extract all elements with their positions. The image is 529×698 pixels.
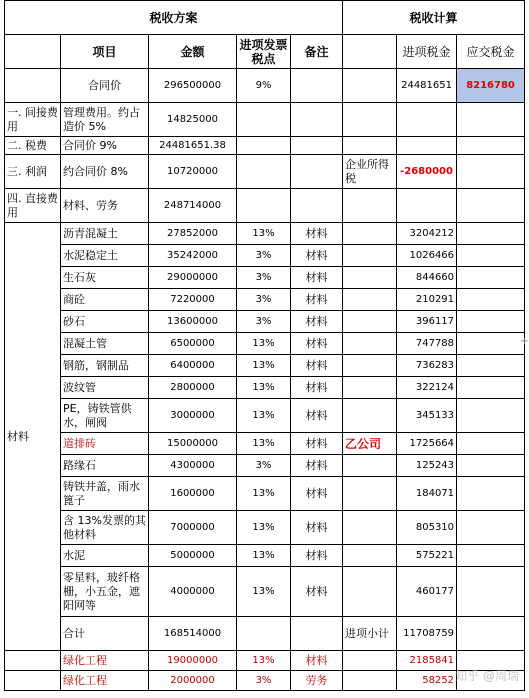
greening-amount: 19000000 (149, 651, 237, 671)
direct-category: 四. 直接费用 (5, 189, 61, 223)
material-amount: 2800000 (149, 377, 237, 399)
material-row (5, 477, 525, 511)
material-note: 材料 (291, 355, 343, 377)
greening-note: 材料 (291, 651, 343, 671)
direct-item: 材料、劳务 (61, 189, 149, 223)
material-input-tax: 1725664 (397, 433, 457, 455)
material-rate: 13% (237, 433, 291, 455)
material-note: 材料 (291, 567, 343, 617)
payable-tax-value: 8216780 (457, 69, 525, 103)
expand-handle[interactable]: + (520, 336, 529, 347)
tax-amount: 24481651.38 (149, 137, 237, 155)
material-rate: 13% (237, 545, 291, 567)
greening-row (5, 671, 525, 691)
material-note: 材料 (291, 511, 343, 545)
greening-rate: 13% (237, 651, 291, 671)
material-row (5, 289, 525, 311)
material-rate: 3% (237, 267, 291, 289)
material-note: 材料 (291, 545, 343, 567)
material-rate: 3% (237, 455, 291, 477)
tax-item: 合同价 9% (61, 137, 149, 155)
material-amount: 1600000 (149, 477, 237, 511)
subtotal-calc-label: 进项小计 (343, 617, 397, 651)
material-input-tax: 125243 (397, 455, 457, 477)
category-header-empty (5, 35, 61, 69)
material-amount: 5000000 (149, 545, 237, 567)
material-rate: 13% (237, 511, 291, 545)
material-rate: 3% (237, 289, 291, 311)
contract-rate: 9% (237, 69, 291, 103)
material-row (5, 399, 525, 433)
material-input-tax: 210291 (397, 289, 457, 311)
material-row (5, 545, 525, 567)
material-amount: 27852000 (149, 223, 237, 245)
material-input-tax: 805310 (397, 511, 457, 545)
material-note: 材料 (291, 399, 343, 433)
material-item: 含 13%发票的其他材料 (61, 511, 149, 545)
material-input-tax: 345133 (397, 399, 457, 433)
material-item: 零星料，玻纤格栅，小五金，遮阳网等 (61, 567, 149, 617)
material-amount: 29000000 (149, 267, 237, 289)
material-rate: 3% (237, 245, 291, 267)
column-header-row (5, 35, 525, 69)
greening-note: 劳务 (291, 671, 343, 691)
material-rate: 13% (237, 355, 291, 377)
payable-tax-header: 应交税金 (457, 35, 525, 69)
material-note: 材料 (291, 289, 343, 311)
greening-item: 绿化工程 (61, 651, 149, 671)
calc-label-header-empty (343, 35, 397, 69)
material-rate: 13% (237, 399, 291, 433)
material-item: 砂石 (61, 311, 149, 333)
material-row (5, 567, 525, 617)
material-item: 水泥 (61, 545, 149, 567)
material-amount: 13600000 (149, 311, 237, 333)
material-row (5, 223, 525, 245)
materials-category: 材料 (5, 223, 61, 651)
tax-category: 二. 税费 (5, 137, 61, 155)
material-rate: 13% (237, 377, 291, 399)
material-row (5, 311, 525, 333)
item-header: 项目 (61, 35, 149, 69)
material-input-tax: 322124 (397, 377, 457, 399)
material-item: 道排砖 (61, 433, 149, 455)
material-item: 路缘石 (61, 455, 149, 477)
material-amount: 3000000 (149, 399, 237, 433)
indirect-row (5, 103, 525, 137)
material-note: 材料 (291, 223, 343, 245)
rate-header: 进项发票税点 (237, 35, 291, 69)
material-rate: 13% (237, 333, 291, 355)
material-row (5, 433, 525, 455)
material-input-tax: 460177 (397, 567, 457, 617)
material-amount: 7220000 (149, 289, 237, 311)
material-input-tax: 396117 (397, 311, 457, 333)
material-input-tax: 184071 (397, 477, 457, 511)
material-rate: 13% (237, 223, 291, 245)
material-note: 材料 (291, 377, 343, 399)
subtotal-amount: 168514000 (149, 617, 237, 651)
subtotal-item: 合计 (61, 617, 149, 651)
material-input-tax: 736283 (397, 355, 457, 377)
material-amount: 35242000 (149, 245, 237, 267)
corporate-tax-value: -2680000 (397, 155, 457, 189)
profit-row (5, 155, 525, 189)
material-amount: 7000000 (149, 511, 237, 545)
material-input-tax: 575221 (397, 545, 457, 567)
title-row (5, 1, 525, 35)
material-rate: 13% (237, 477, 291, 511)
material-input-tax: 3204212 (397, 223, 457, 245)
material-row (5, 267, 525, 289)
material-note: 材料 (291, 245, 343, 267)
note-header: 备注 (291, 35, 343, 69)
subtotal-input-tax: 11708759 (397, 617, 457, 651)
input-tax-header: 进项税金 (397, 35, 457, 69)
direct-row (5, 189, 525, 223)
greening-input-tax: 58252 (397, 671, 457, 691)
contract-input-tax: 24481651 (397, 69, 457, 103)
material-amount: 15000000 (149, 433, 237, 455)
material-row (5, 333, 525, 355)
material-row (5, 377, 525, 399)
contract-item: 合同价 (61, 69, 149, 103)
material-item: 沥青混凝土 (61, 223, 149, 245)
material-item: 钢筋，钢制品 (61, 355, 149, 377)
watermark: 知乎 @周瑞 (455, 669, 519, 683)
material-amount: 6400000 (149, 355, 237, 377)
material-item: 生石灰 (61, 267, 149, 289)
material-input-tax: 844660 (397, 267, 457, 289)
tax-row (5, 137, 525, 155)
material-row (5, 455, 525, 477)
greening-amount: 2000000 (149, 671, 237, 691)
greening-rate: 3% (237, 671, 291, 691)
company-label: 乙公司 (343, 433, 397, 455)
material-note: 材料 (291, 433, 343, 455)
plan-header: 税收方案 (5, 1, 343, 35)
profit-category: 三. 利润 (5, 155, 61, 189)
material-amount: 4000000 (149, 567, 237, 617)
greening-row (5, 651, 525, 671)
contract-amount: 296500000 (149, 69, 237, 103)
profit-amount: 10720000 (149, 155, 237, 189)
profit-item: 约合同价 8% (61, 155, 149, 189)
material-note: 材料 (291, 455, 343, 477)
material-item: 波纹管 (61, 377, 149, 399)
material-note: 材料 (291, 267, 343, 289)
material-note: 材料 (291, 477, 343, 511)
material-input-tax: 747788 (397, 333, 457, 355)
material-row (5, 355, 525, 377)
materials-body (5, 223, 525, 651)
greening-item: 绿化工程 (61, 671, 149, 691)
material-row (5, 511, 525, 545)
material-row (5, 245, 525, 267)
amount-header: 金额 (149, 35, 237, 69)
material-item: 商砼 (61, 289, 149, 311)
indirect-item: 管理费用。约占造价 5% (61, 103, 149, 137)
material-amount: 6500000 (149, 333, 237, 355)
material-item: 水泥稳定土 (61, 245, 149, 267)
indirect-amount: 14825000 (149, 103, 237, 137)
material-amount: 4300000 (149, 455, 237, 477)
contract-row (5, 69, 525, 103)
greening-input-tax: 2185841 (397, 651, 457, 671)
material-note: 材料 (291, 311, 343, 333)
material-item: PE，铸铁管供水，闸阀 (61, 399, 149, 433)
indirect-category: 一. 间接费用 (5, 103, 61, 137)
material-note: 材料 (291, 333, 343, 355)
calc-header: 税收计算 (343, 1, 525, 35)
material-input-tax: 1026466 (397, 245, 457, 267)
material-rate: 13% (237, 567, 291, 617)
direct-amount: 248714000 (149, 189, 237, 223)
tax-plan-table (4, 0, 525, 691)
material-item: 铸铁井盖，雨水篦子 (61, 477, 149, 511)
subtotal-row (5, 617, 525, 651)
tail-body (5, 651, 525, 691)
material-rate: 3% (237, 311, 291, 333)
corporate-tax-label: 企业所得税 (343, 155, 397, 189)
material-item: 混凝土管 (61, 333, 149, 355)
